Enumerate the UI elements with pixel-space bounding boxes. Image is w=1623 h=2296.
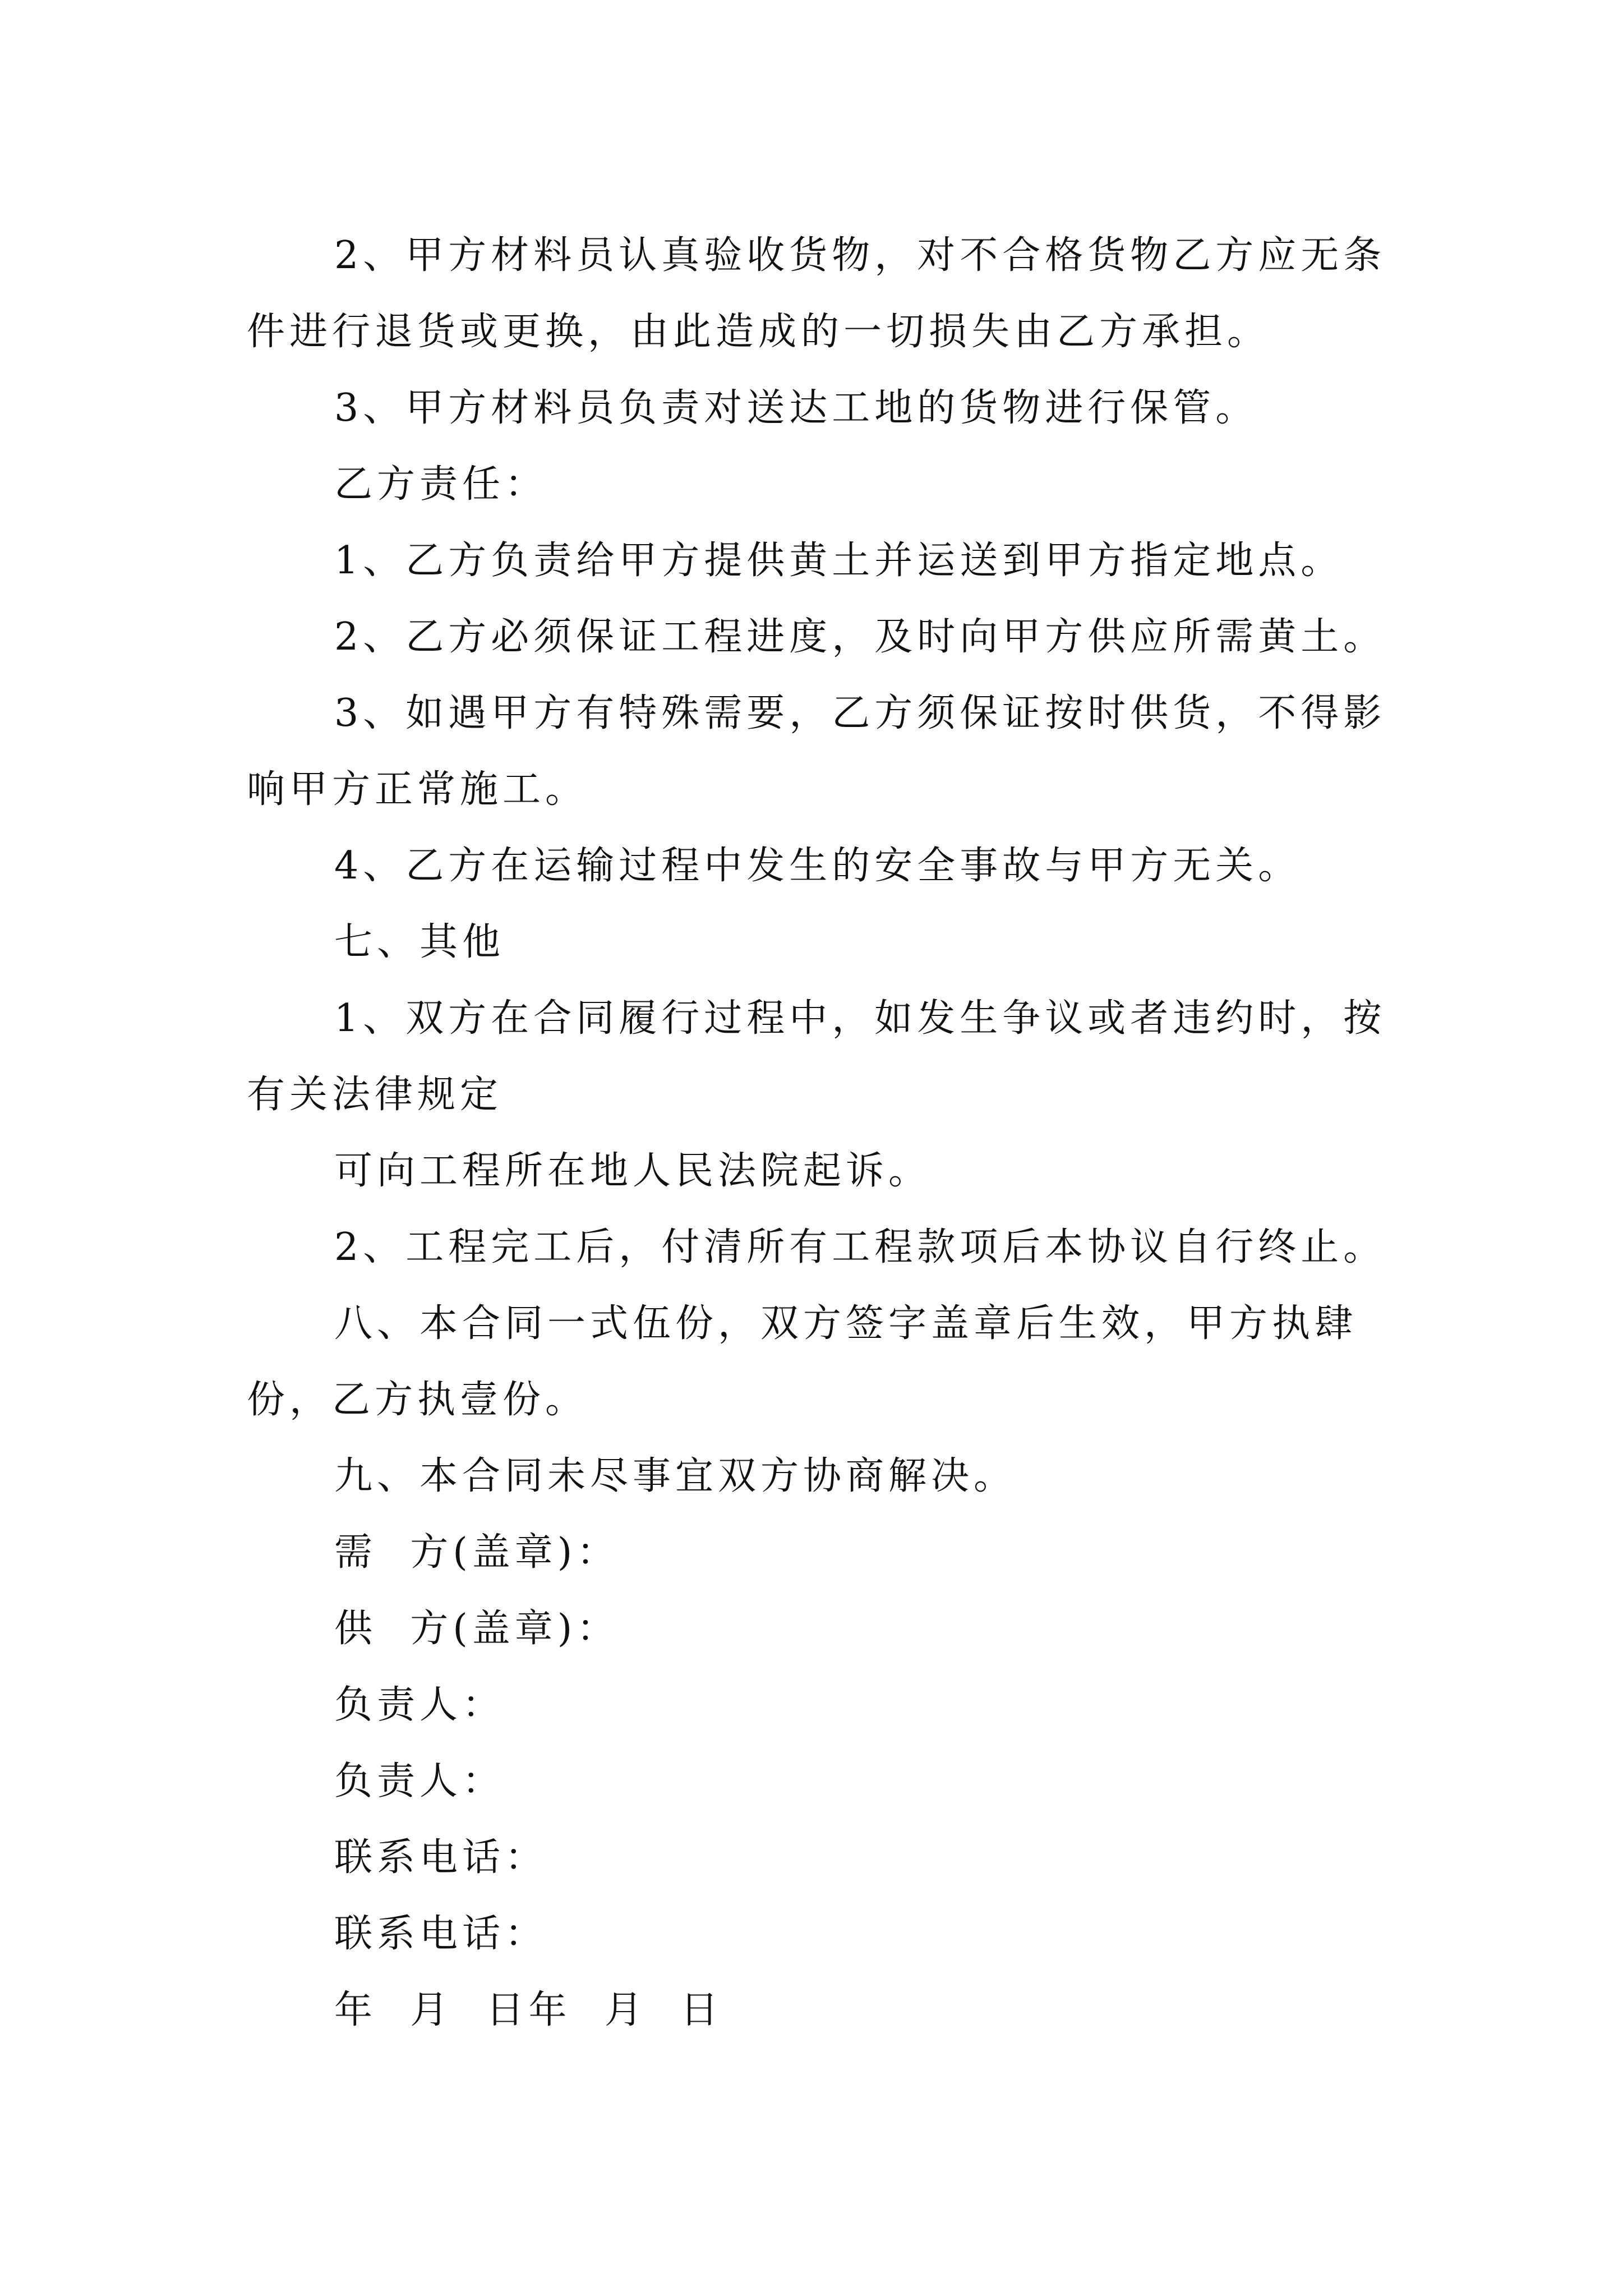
responsible-person-field: 负责人： bbox=[334, 1759, 505, 1803]
responsible-person-field: 负责人： bbox=[334, 1683, 505, 1727]
clause-paragraph: 3、甲方材料员负责对送达工地的货物进行保管。 bbox=[334, 386, 1258, 430]
clause-paragraph: 2、甲方材料员认真验收货物，对不合格货物乙方应无条件进行退货或更换，由此造成的一切损失由乙方承担。 bbox=[247, 233, 1386, 354]
clause-paragraph: 4、乙方在运输过程中发生的安全事故与甲方无关。 bbox=[334, 844, 1301, 888]
clause-paragraph: 1、乙方负责给甲方提供黄土并运送到甲方指定地点。 bbox=[334, 539, 1344, 583]
section-heading: 七、其他 bbox=[334, 920, 505, 964]
clause-paragraph: 3、如遇甲方有特殊需要，乙方须保证按时供货，不得影响甲方正常施工。 bbox=[247, 691, 1386, 812]
clause-paragraph: 九、本合同未尽事宜双方协商解决。 bbox=[334, 1454, 1017, 1498]
clause-paragraph: 2、乙方必须保证工程进度，及时向甲方供应所需黄土。 bbox=[334, 615, 1386, 659]
date-field: 年 月 日年 月 日 bbox=[334, 1988, 723, 2032]
clause-paragraph: 2、工程完工后，付清所有工程款项后本协议自行终止。 bbox=[334, 1225, 1386, 1269]
signature-field-demander: 需 方(盖章)： bbox=[334, 1530, 620, 1575]
section-heading: 乙方责任： bbox=[334, 462, 548, 507]
signature-field-supplier: 供 方(盖章)： bbox=[334, 1607, 620, 1651]
clause-paragraph: 八、本合同一式伍份，双方签字盖章后生效，甲方执肆份，乙方执壹份。 bbox=[247, 1301, 1358, 1422]
phone-field: 联系电话： bbox=[334, 1835, 548, 1880]
clause-paragraph: 可向工程所在地人民法院起诉。 bbox=[334, 1149, 932, 1193]
clause-paragraph: 1、双方在合同履行过程中，如发生争议或者违约时，按有关法律规定 bbox=[247, 996, 1386, 1117]
document-body bbox=[247, 218, 1391, 2049]
phone-field: 联系电话： bbox=[334, 1912, 548, 1956]
